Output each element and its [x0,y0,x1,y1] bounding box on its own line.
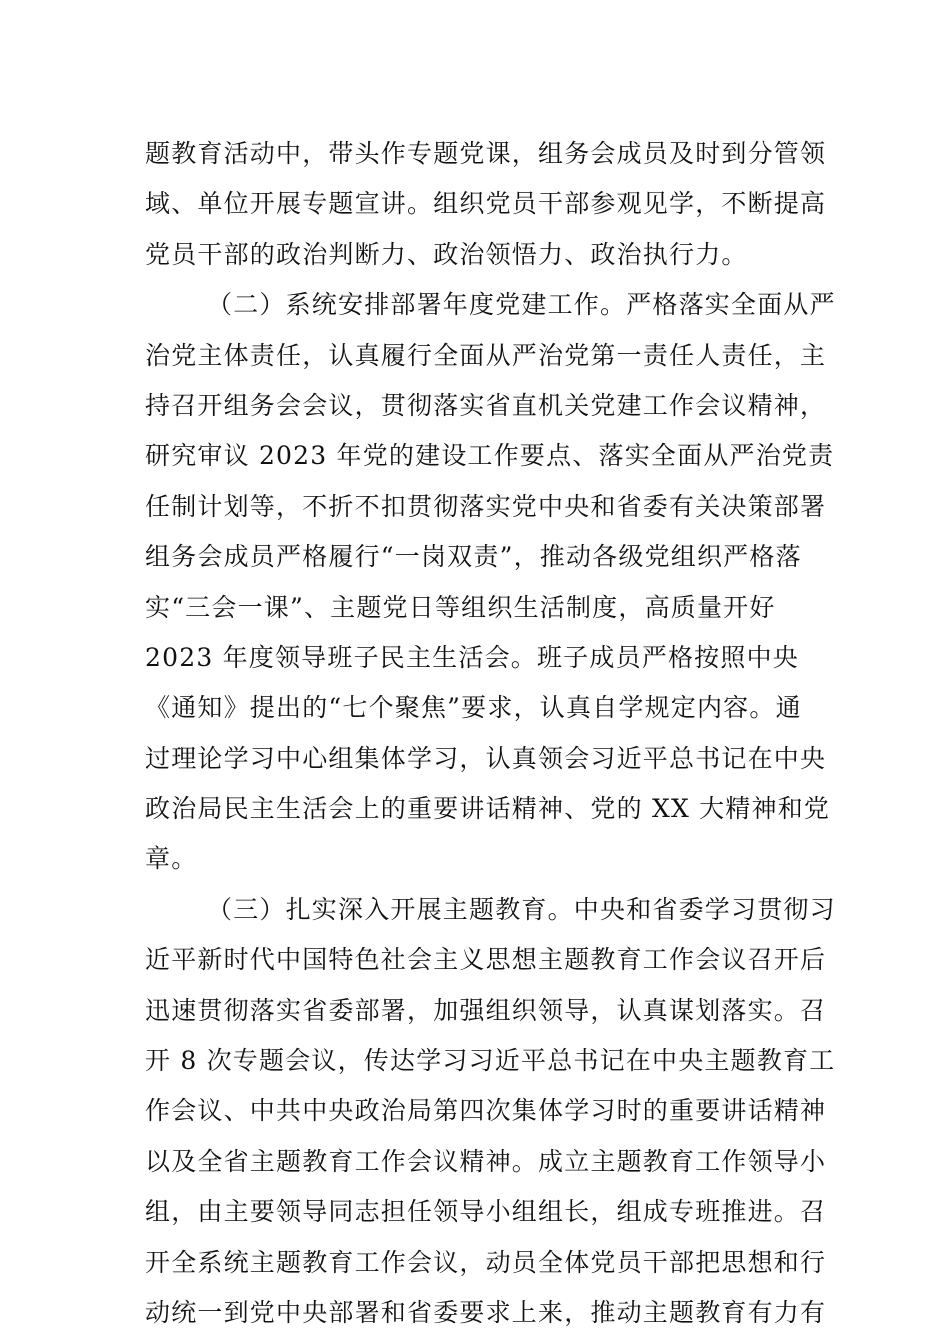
text-line: 迅速贯彻落实省委部署，加强组织领导，认真谋划落实。召 [145,995,827,1025]
text-line: 党员干部的政治判断力、政治领悟力、政治执行力。 [145,239,748,269]
text-line: 政治局民主生活会上的重要讲话精神、党的 XX 大精神和党 [145,794,831,824]
text-line: 治党主体责任，认真履行全面从严治党第一责任人责任，主 [145,340,827,370]
text-line: 以及全省主题教育工作会议精神。成立主题教育工作领导小 [145,1146,827,1176]
text-line: 开 8 次专题会议，传达学习习近平总书记在中央主题教育工 [145,1046,836,1076]
text-line: 章。 [145,844,198,874]
text-line: 研究审议 2023 年党的建设工作要点、落实全面从严治党责 [145,441,835,471]
text-line: 动统一到党中央部署和省委要求上来，推动主题教育有力有 [145,1297,827,1327]
text-line: 作会议、中共中央政治局第四次集体学习时的重要讲话精神 [145,1096,827,1126]
text-line: 2023 年度领导班子民主生活会。班子成员严格按照中央 [145,642,799,672]
section-heading-line: （三）扎实深入开展主题教育。中央和省委学习贯彻习 [207,894,836,924]
text-line: 过理论学习中心组集体学习，认真领会习近平总书记在中央 [145,743,827,773]
text-line: 持召开组务会会议，贯彻落实省直机关党建工作会议精神， [145,390,827,420]
text-line: 组务会成员严格履行“一岗双责”，推动各级党组织严格落 [145,542,802,572]
text-line: 组，由主要领导同志担任领导小组组长，组成专班推进。召 [145,1197,827,1227]
text-line: 域、单位开展专题宣讲。组织党员干部参观见学，不断提高 [145,189,827,219]
section-heading-line: （二）系统安排部署年度党建工作。严格落实全面从严 [207,290,836,320]
text-line: 题教育活动中，带头作专题党课，组务会成员及时到分管领 [145,139,827,168]
body-text [145,129,836,1338]
text-line: 任制计划等，不折不扣贯彻落实党中央和省委有关决策部署 [145,491,827,521]
text-line: 《通知》提出的“七个聚焦”要求，认真自学规定内容。通 [145,693,802,723]
text-line: 近平新时代中国特色社会主义思想主题教育工作会议召开后 [145,945,827,975]
text-line: 实“三会一课”、主题党日等组织生活制度，高质量开好 [145,592,776,622]
text-line: 开全系统主题教育工作会议，动员全体党员干部把思想和行 [145,1247,827,1277]
